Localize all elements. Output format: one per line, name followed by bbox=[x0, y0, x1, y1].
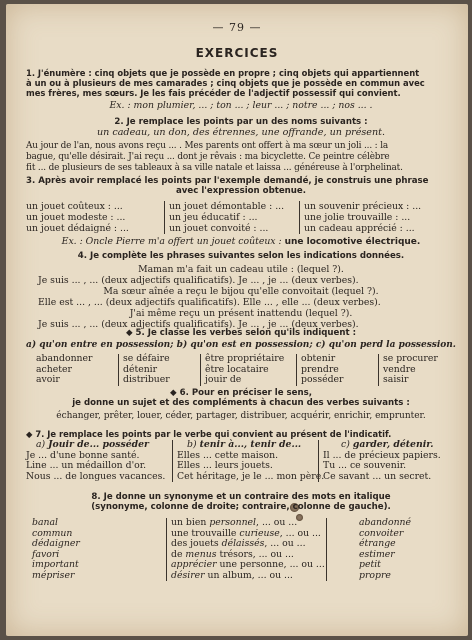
exercise-3-item: une jolie trouvaille : ... bbox=[304, 212, 411, 223]
exercise-3-columns bbox=[26, 201, 456, 234]
exercise-3-example bbox=[26, 236, 456, 248]
exercise-1-line: à un ou à plusieurs de mes camarades ; cinq objets que je possède en commun avec bbox=[26, 78, 425, 88]
exercise-7-item: Nous ... de longues vacances. bbox=[26, 470, 166, 482]
exercise-5-sub-b: b) qu'on est en possession; bbox=[176, 340, 313, 350]
verb: posséder bbox=[296, 375, 378, 386]
exercise-3-item: un jouet dédaigné : ... bbox=[26, 223, 129, 234]
exercise-7-table bbox=[26, 440, 456, 482]
word-right: abandonné bbox=[326, 518, 456, 529]
word-left: favori bbox=[32, 548, 60, 560]
exercise-7-item: Elles ... leurs jouets. bbox=[172, 461, 318, 472]
exercise-7 bbox=[26, 429, 456, 482]
word-left: dédaigner bbox=[32, 538, 80, 549]
verb: vendre bbox=[378, 365, 456, 376]
exercise-2-heading: 2. Je remplace les points par un des noms suivants : bbox=[114, 117, 368, 127]
exercise-6-heading: ◆ 6. Pour en préciser le sens, bbox=[170, 388, 312, 398]
exercise-3-example-text: Ex. : Oncle Pierre m'a offert un jouet coûteux : bbox=[61, 236, 282, 247]
verb: être propriétaire bbox=[200, 354, 296, 365]
verb: avoir bbox=[36, 374, 60, 385]
word-right: petit bbox=[326, 560, 456, 571]
verb: détenir bbox=[118, 365, 200, 376]
exercise-3-item: un jouet coûteux : ... bbox=[26, 201, 123, 212]
exercise-7-sub-c bbox=[318, 440, 456, 451]
exercise-8-table bbox=[26, 518, 456, 581]
verb: être locataire bbox=[200, 365, 296, 376]
exercise-7-item: Elles ... cette maison. bbox=[172, 451, 318, 462]
word-middle: des jouets délaissés, ... ou ... bbox=[166, 539, 326, 550]
exercise-7-sub-b-letter: b) bbox=[187, 439, 197, 450]
exercise-7-sub-a-label: Jouir de... posséder bbox=[48, 439, 149, 450]
word-middle: désirer un album, ... ou ... bbox=[166, 571, 326, 582]
word-middle: de menus trésors, ... ou ... bbox=[166, 550, 326, 561]
exercise-5-sub-a: a) qu'on entre en possession; bbox=[26, 340, 174, 350]
word-right: propre bbox=[326, 571, 456, 582]
exercise-3-item: un jeu éducatif : ... bbox=[169, 212, 258, 223]
word-right: convoiter bbox=[326, 529, 456, 540]
exercise-7-sub-b-label: tenir à..., tenir de... bbox=[199, 439, 302, 450]
exercise-5 bbox=[26, 328, 456, 386]
exercise-7-sub-c-label: garder, détenir. bbox=[352, 439, 434, 450]
verb: acheter bbox=[36, 363, 72, 375]
verb: prendre bbox=[296, 365, 378, 376]
exercise-3-item: un jouet modeste : ... bbox=[26, 212, 126, 223]
word-left: banal bbox=[32, 517, 58, 528]
exercise-7-item: Line ... un médaillon d'or. bbox=[26, 460, 147, 471]
exercise-3 bbox=[26, 176, 456, 248]
exercise-5-heading: ◆ 5. Je classe les verbes selon qu'ils indiquent : bbox=[125, 328, 357, 338]
exercise-2-text: Au jour de l'an, nous avons reçu ... . Mes parents ont offert à ma sœur un joli ... : la bbox=[26, 141, 389, 151]
book-page bbox=[6, 4, 468, 636]
verb: distribuer bbox=[118, 375, 200, 386]
exercise-4-heading: 4. Je complète les phrases suivantes selon les indications données. bbox=[77, 251, 405, 261]
exercise-2-word-list: un cadeau, un don, des étrennes, une offrande, un présent. bbox=[96, 127, 386, 138]
word-left: important bbox=[32, 559, 79, 570]
word-left: mépriser bbox=[32, 569, 75, 581]
exercise-1-line: mes frères, mes sœurs. Je les fais précéder de l'adjectif possessif qui convient. bbox=[26, 88, 401, 98]
exercise-4 bbox=[26, 251, 456, 330]
verb: saisir bbox=[378, 375, 456, 386]
verb: se défaire bbox=[118, 354, 200, 365]
exercise-5-sub-c: c) qu'on perd la possession. bbox=[315, 340, 456, 350]
exercise-3-heading: 3. Après avoir remplacé les points par l'exemple demandé, je construis une phrase bbox=[26, 176, 429, 186]
word-middle: un bien personnel, ... ou ... bbox=[166, 518, 326, 529]
exercise-1-line: 1. J'énumère : cinq objets que je possède en propre ; cinq objets qui appartiennent bbox=[26, 68, 420, 78]
verb: abandonner bbox=[36, 353, 93, 364]
exercise-4-line: Elle est ... , ... (deux adjectifs qualificatifs). Elle ... , elle ... (deux verbes). bbox=[38, 297, 381, 308]
verb: obtenir bbox=[296, 354, 378, 365]
exercise-1 bbox=[26, 68, 456, 111]
exercise-4-line: Maman m'a fait un cadeau utile : (lequel ?). bbox=[138, 264, 344, 275]
exercise-3-heading: avec l'expression obtenue. bbox=[176, 186, 306, 196]
page-number: — 79 — bbox=[212, 21, 262, 34]
exercise-7-item: Tu ... ce souvenir. bbox=[318, 461, 456, 472]
exercise-7-sub-a bbox=[26, 440, 172, 451]
verb: jouir de bbox=[200, 375, 296, 386]
exercise-7-item: Cet héritage, je le ... mon père. bbox=[172, 472, 318, 483]
word-middle: apprécier une personne, ... ou ... bbox=[166, 560, 326, 571]
exercise-4-line: Je suis ... , ... (deux adjectifs qualificatifs). Je ... , je ... (deux verbes). bbox=[38, 275, 359, 286]
exercise-7-item: Je ... d'une bonne santé. bbox=[26, 449, 140, 461]
word-right: étrange bbox=[326, 539, 456, 550]
exercise-7-item: Il ... de précieux papiers. bbox=[318, 451, 456, 462]
exercise-7-item: Ce savant ... un secret. bbox=[318, 472, 456, 483]
exercise-3-item: un jouet convoité : ... bbox=[169, 223, 269, 234]
exercise-5-subheadings bbox=[26, 340, 456, 351]
word-middle: une trouvaille curieuse, ... ou ... bbox=[166, 529, 326, 540]
exercise-6-verbs: échanger, prêter, louer, céder, partager, distribuer, acquérir, enrichir, emprunter. bbox=[56, 411, 426, 421]
exercise-8-heading: 8. Je donne un synonyme et un contraire des mots en italique bbox=[91, 492, 391, 502]
exercise-7-heading: ◆ 7. Je remplace les points par le verbe qui convient au présent de l'indicatif. bbox=[26, 429, 392, 439]
exercise-1-example: Ex. : mon plumier, ... ; ton ... ; leur ... ; notre ... ; nos ... . bbox=[109, 100, 373, 111]
page-title: EXERCICES bbox=[195, 46, 279, 60]
verb: se procurer bbox=[378, 354, 456, 365]
exercise-2-text: bague, qu'elle désirait. J'ai reçu ... dont je rêvais : ma bicyclette. Ce peintre célèbre bbox=[26, 152, 390, 162]
exercise-7-sub-b bbox=[172, 440, 318, 451]
exercise-4-line: Je suis ... , ... (deux adjectifs qualificatifs). Je ... , je ... (deux verbes). bbox=[38, 319, 359, 330]
exercise-4-line: Ma sœur aînée a reçu le bijou qu'elle convoitait (lequel ?). bbox=[103, 286, 379, 297]
exercise-3-item: un souvenir précieux : ... bbox=[304, 201, 422, 212]
exercise-6 bbox=[26, 388, 456, 422]
exercise-8-heading: (synonyme, colonne de droite; contraire, colonne de gauche). bbox=[91, 502, 391, 512]
exercise-2 bbox=[26, 117, 456, 174]
exercise-2-text: fit ... de plusieurs de ses tableaux à sa ville natale et laissa ... généreuse à l'orphelinat. bbox=[26, 163, 403, 173]
exercise-8 bbox=[26, 492, 456, 581]
exercise-4-line: J'ai même reçu un présent inattendu (lequel ?). bbox=[129, 308, 353, 319]
exercise-5-verb-table bbox=[26, 354, 456, 386]
word-left: commun bbox=[32, 527, 73, 539]
exercise-3-example-answer: une locomotive électrique. bbox=[284, 237, 421, 247]
exercise-3-item: un jouet démontable : ... bbox=[169, 201, 285, 212]
exercise-7-sub-a-letter: a) bbox=[36, 439, 46, 450]
exercise-6-heading: je donne un sujet et des compléments à chacun des verbes suivants : bbox=[72, 398, 410, 408]
word-right: estimer bbox=[326, 550, 456, 561]
exercise-3-item: un cadeau apprécié : ... bbox=[304, 223, 415, 234]
exercise-7-sub-c-letter: c) bbox=[341, 439, 350, 450]
